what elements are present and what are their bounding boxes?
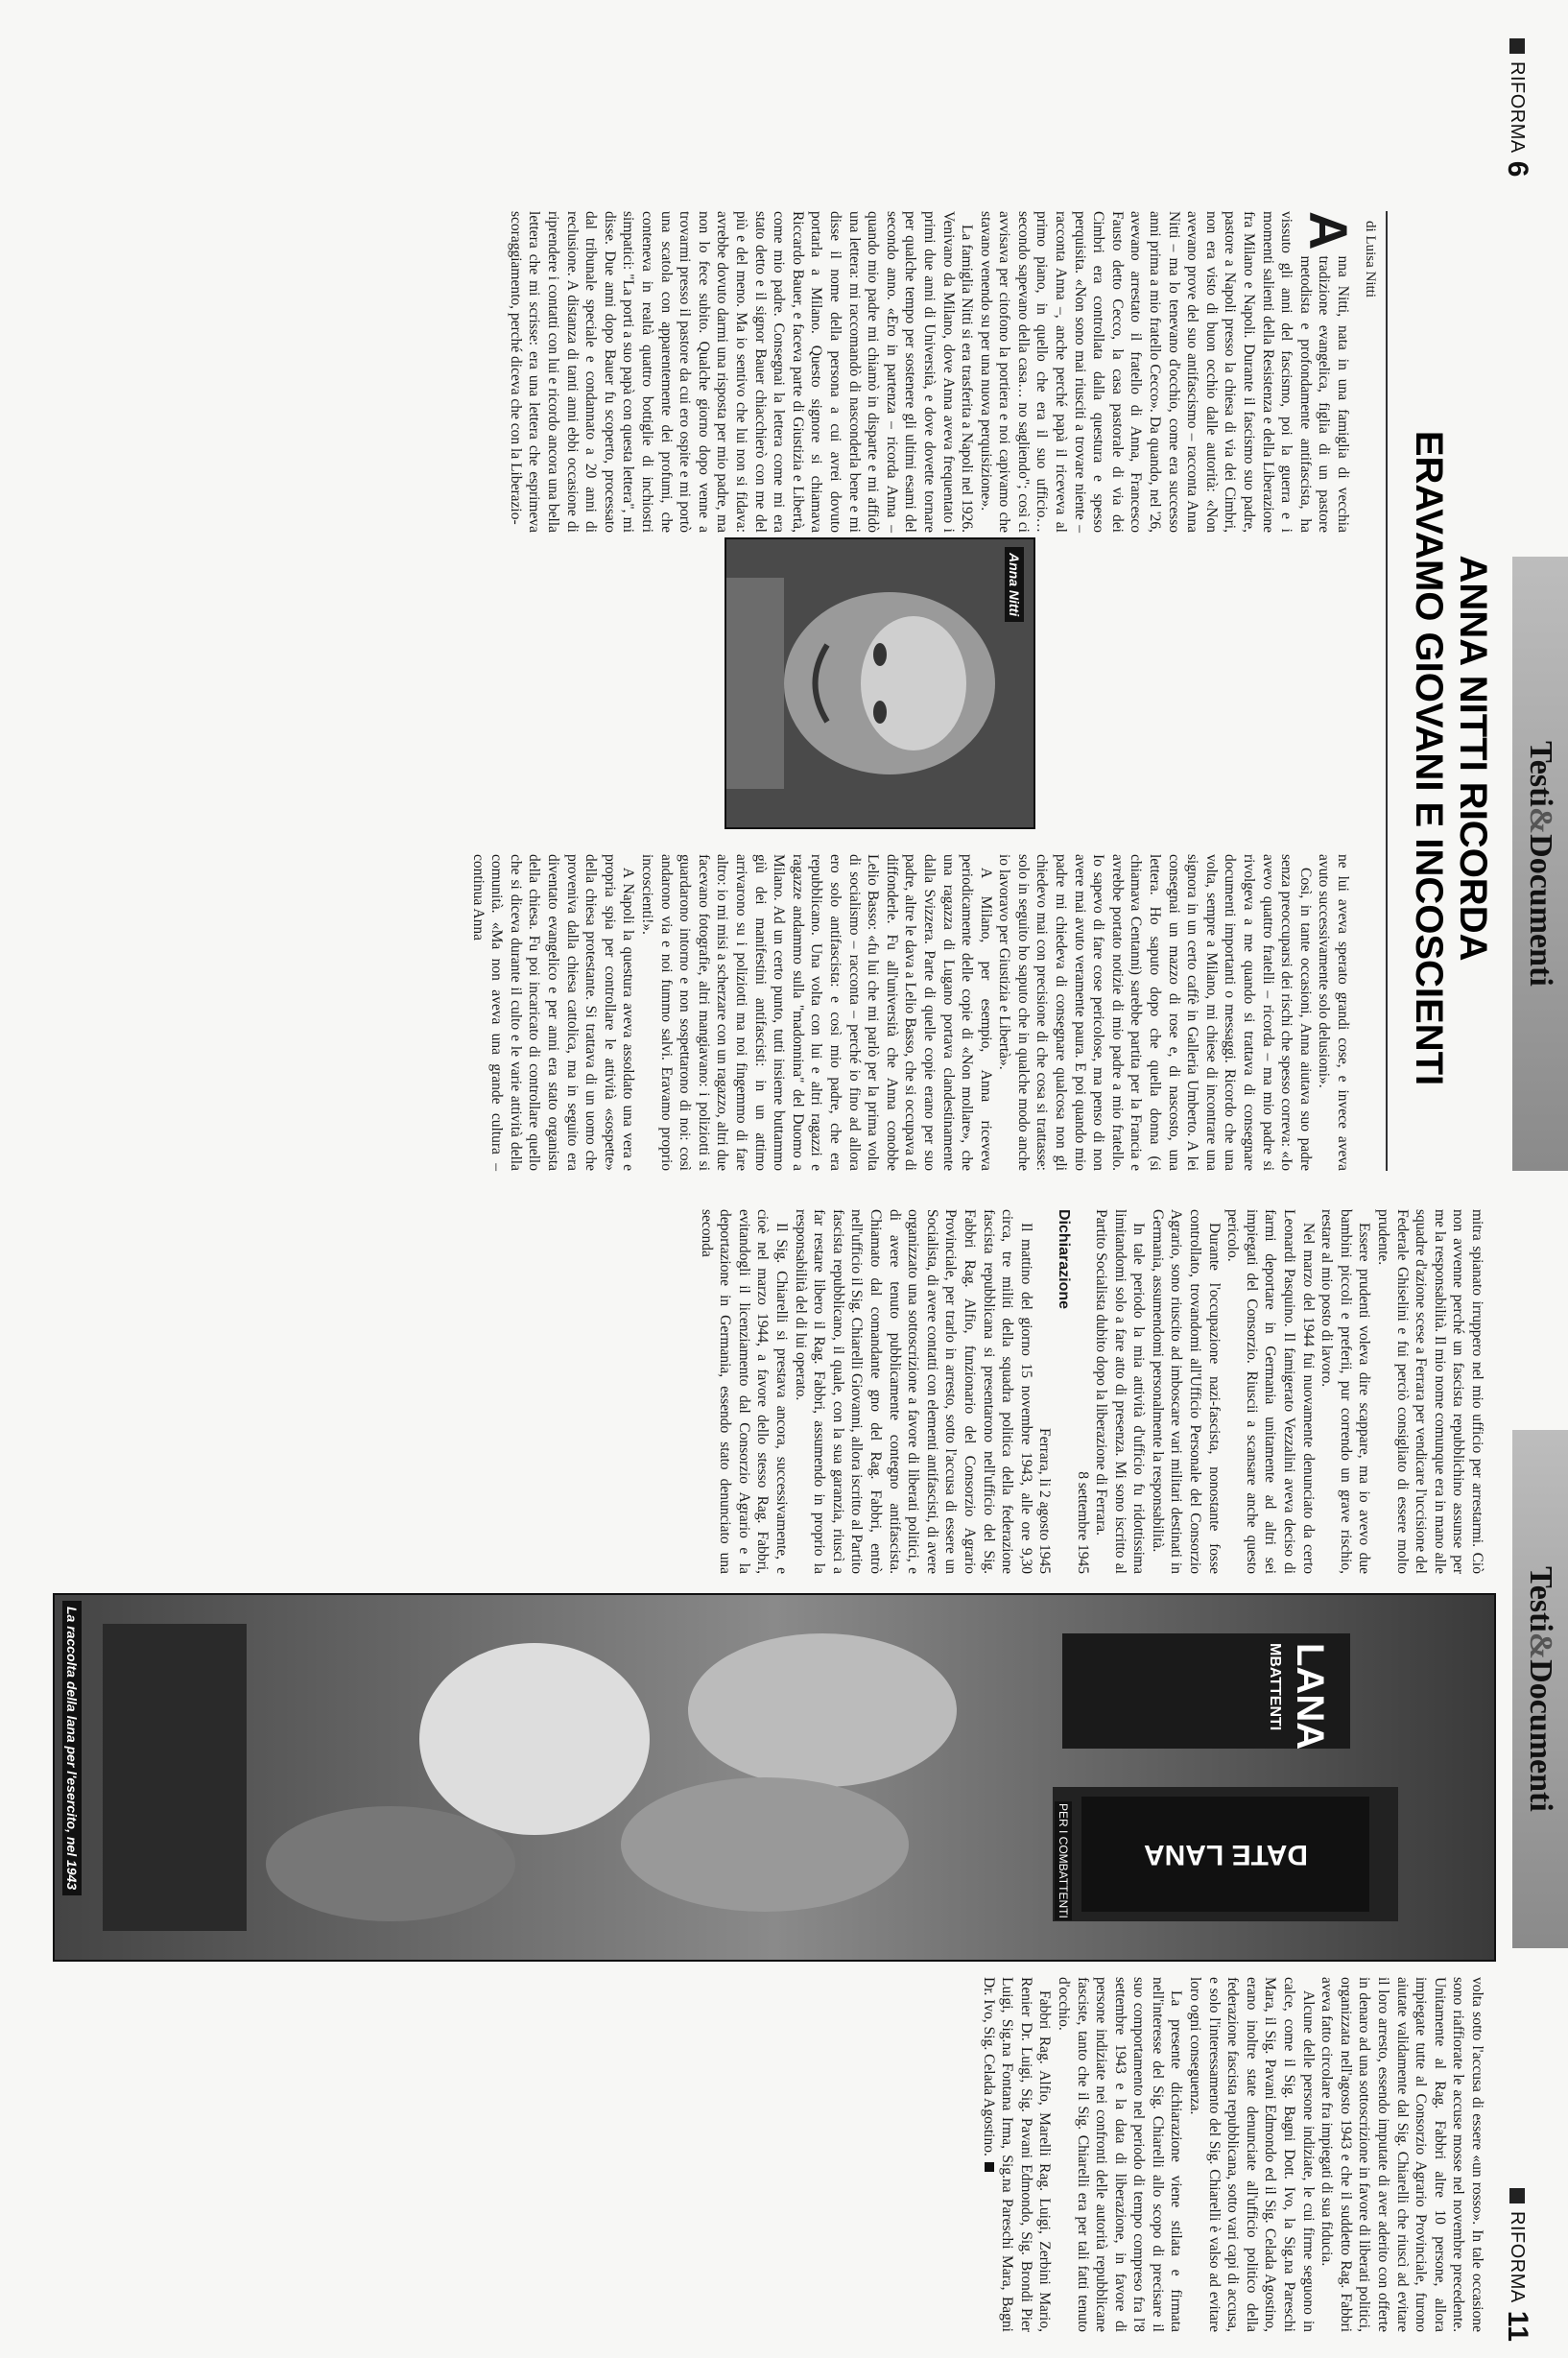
sign-combattenti: MBATTENTI (1267, 1643, 1283, 1731)
article-column-3 (47, 1977, 1486, 2332)
photo-caption-left: Anna Nitti (1005, 547, 1024, 622)
paragraph: Così, in tante occasioni, Anna aiutava suo padre senza preoccuparsi dei rischi che spesso correva: «Io avevo quattro fratelli – ricorda – ma mio padre si rivolgeva a me quando si trattava di consegnare documenti importanti o messaggi. Ricordo che una volta, sempre a Milano, mi chiese di incontrare una signora in un certo caffè in Galleria Umberto. A lei consegnai un mazzo di rose e, di nascosto, una lettera. Ho saputo dopo che quella donna (si chiamava Centanni) sarebbe partita per la Francia e avrebbe portato notizie di mio padre a mio fratello. Io sapevo di fare cose pericolose, ma penso di non avere mai avuto veramente paura. E poi quando mio padre mi chiedeva di consegnare qualcosa non gli chiedevo mai con precisione di che cosa si trattasse: solo in seguito ho saputo che in qualche modo anche io lavoravo per Giustizia e Libertà». (996, 854, 1314, 1171)
folio-left (1501, 38, 1533, 178)
banner-sign (1081, 1797, 1369, 1912)
headline-line1: ANNA NITTI RICORDA (1452, 555, 1494, 962)
page-number: 6 (1502, 160, 1533, 178)
article-column-1 (47, 1209, 1486, 1574)
portrait-image (726, 539, 1033, 827)
paragraph: La presente dichiarazione viene stilata e firmata nell'interesse del Sig. Chiarelli allo scopo di precisare il suo comportamento nel periodo di tempo compreso fra l'8 settembre 1943 e la data di liberazione, in favore di persone indiziate nei confronti delle autorità repubblicane fasciste, tanto che il Sig. Chiarelli era per tali fatti tenuto d'occhio. (1055, 1977, 1185, 2332)
page-number: 11 (1502, 2310, 1533, 2343)
paragraph: Alcune delle persone indiziate, le cui firme seguono in calce, come il Sig. Bagni Dott. Ivo, la Sig.na Pareschi Mara, il Sig. Pavani Edmondo ed il Sig. Celada Agostino, erano inoltre state denunciate all'ufficio politico della federazione fascista repubblicana, sotto vari capi di accusa, e solo l'interessamento del Sig. Chiarelli è valso ad evitare loro ogni conseguenza. (1187, 1977, 1317, 2332)
paragraph: In tale periodo la mia attività d'ufficio fu ridottissima limitandomi solo a fare atto di presenza. Mi sono iscritto al Partito Socialista dubito dopo la liberazione di Ferrara. (1093, 1209, 1148, 1574)
paragraph: Fabbri Rag. Alfio, Marelli Rag. Luigi, Zerbini Mario, Renier Dr. Luigi, Sig. Pavani Edmondo, Sig. Brondi Pier Luigi, Sig.na Fontana Irma, Sig.na Pareschi Mara, Bagni Dr. Ivo, Sig. Celada Agostino. (980, 1977, 1054, 2332)
section-band-left (1512, 557, 1568, 1171)
paragraph: Essere prudenti voleva dire scappare, ma io avevo due bambini piccoli e preferii, pur correndo un grave rischio, restare al mio posto di lavoro. (1319, 1209, 1373, 1574)
section-title: Testi&Documenti (1523, 1566, 1558, 1812)
photo-wool-collection (53, 1593, 1496, 1962)
photo-caption-right: La raccolta della lana per l'esercito, nel 1943 (62, 1601, 82, 1895)
sign-text: DATE LANA (1143, 1839, 1308, 1870)
paragraph: mitra spianato irruppero nel mio ufficio per arrestarmi. Ciò non avvenne perché un fascista repubblichino assunse per me la responsabilità. Il mio nome comunque era in mano alle squadre d'azione scese a Ferrara per vendicare l'uccisione del Federale Ghiselini e fui perciò consigliato di essere molto prudente. (1375, 1209, 1485, 1574)
paragraph: Nel marzo del 1944 fui nuovamente denunciato da certo Leonardi Pasquino. Il famigerato Vezzalini aveva deciso di farmi deportare in Germania unitamente ad altri sei impiegati del Consorzio. Riuscii a scansare anche questo pericolo. (1224, 1209, 1317, 1574)
sign-lana: LANA (1289, 1643, 1331, 1751)
header-rule (1386, 211, 1388, 1171)
end-mark-icon (985, 2162, 994, 2172)
paragraph: Il Sig. Chiarelli si prestava ancora, successivamente, e cioè nel marzo 1944, a favore dello stesso Rag. Fabbri, evitandogli il licenziamento dal Consorzio Agrario e la deportazione in Germania, essendo stato denunciato una seconda (698, 1209, 791, 1574)
drop-cap: A (1298, 211, 1359, 250)
paragraph: A Milano, per esempio, Anna riceveva periodicamente delle copie di «Non mollare», che una ragazza di Lugano portava clandestinamente dalla Svizzera. Parte di quelle copie erano per suo padre, altre le dava a Lelio Basso, che si occupava di diffonderle. Fu all'università che Anna conobbe Lelio Basso: «fu lui che mi parlò per la prima volta di socialismo – racconta – perché io fino ad allora ero solo antifascista: e così mio padre, che era repubblicano. Una volta con lui e altri ragazzi e ragazze andammo sulla "madonnina" del Duomo a Milano. Ad un certo punto, tutti insieme buttammo giù dei manifestini antifascisti: in un attimo arrivarono su i poliziotti ma noi fingemmo di fare altro: io mi misi a scherzare con un ragazzo, altri due facevano fotografie, altri mangiavano: i poliziotti si guardarono intorno e non sospettarono di noi: così andarono via e noi fummo salvi. Eravamo proprio incoscienti!». (639, 854, 994, 1171)
paragraph: A Napoli la questura aveva assoldato una vera e propria spia per controllare le attività «sospette» della chiesa protestante. Si trattava di un uomo che proveniva dalla chiesa cattolica, ma in seguito era diventato evangelico e per anni era stato organista della chiesa. Fu poi incaricato di controllare quello che si diceva durante il culto e le varie attività della comunità. «Ma non aveva una grande cultura – continua Anna (469, 854, 637, 1171)
folio-right (1501, 2188, 1533, 2342)
photo-anna-nitti (725, 537, 1035, 829)
date-line: 8 settembre 1945 (1074, 1471, 1091, 1574)
left-page (0, 19, 1568, 1179)
section-band-right (1512, 1430, 1568, 1948)
folio-square-icon (1509, 2188, 1525, 2203)
right-page (0, 1190, 1568, 2349)
article-column-2 (28, 854, 1352, 1171)
declaration-heading: Dichiarazione (1055, 1209, 1072, 1310)
paragraph: Durante l'occupazione nazi-fascista, nonostante fosse controllato, trovandomi all'Ufficio Personale del Consorzio Agrario, sono riuscito ad imboscare vari militari destinati in Germania, assumendomi personalmente la responsabilità. (1149, 1209, 1223, 1574)
folio-square-icon (1509, 38, 1525, 54)
paragraph: volta sotto l'accusa di essere «un rosso». In tale occasione sono riaffiorate le accuse mosse nel novembre precedente. Unitamente al Rag. Fabbri altre 10 persone, allora impiegate tutte al Consorzio Agrario Provinciale, furono aiutate validamente dal Sig. Chiarelli che riuscì ad evitare il loro arresto, essendo imputate di aver aderito con offerte in denaro ad una sottoscrizione in favore di liberati politici, organizzata nell'agosto 1943 e che il suddetto Rag. Fabbri aveva fatto circolare fra impiegati di sua fiducia. (1319, 1977, 1485, 2332)
byline: di Luisa Nitti (1363, 221, 1378, 298)
section-title: Testi&Documenti (1523, 741, 1558, 987)
paragraph: A nna Nitti, nata in una famiglia di vecchia tradizione evangelica, figlia di un pastore metodista e profondamente antifascista, ha vissuto gli anni del fascismo, poi la guerra e i momenti salienti della Resistenza e della Liberazione fra Milano e Napoli. Durante il fascismo suo padre, pastore a Napoli presso la chiesa di via dei Cimbri, non era visto di buon occhio dalle autorità: «Non avevano prove del suo antifascismo – racconta Anna Nitti – ma lo tenevano d'occhio, come era successo anni prima a mio fratello Cecco». Da quando, nel '26, avevano arrestato il fratello di Anna, Francesco Fausto detto Cecco, la casa pastorale di via dei Cimbri era controllata dalla questura e spesso perquisita. «Non sono mai riusciti a trovare niente – racconta Anna –, anche perché papà il riceveva al primo piano, in quello che era il suo ufficio… secondo sapevano della casa… no sagliendo"; così ci avvisava per citofono la portiera e noi capivamo che stavano venendo su per una nuova perquisizione». (977, 211, 1359, 533)
paragraph: ne lui aveva sperato grandi cose, e invece aveva avuto successivamente solo delusioni». (1316, 854, 1351, 1171)
paragraph: La famiglia Nitti si era trasferita a Napoli nel 1926. Venivano da Milano, dove Anna aveva frequentato i primi due anni di Università, e dove dovette tornare per qualche tempo per sostenere gli ultimi esami del secondo anno. «Ero in partenza – ricorda Anna – quando mio padre mi chiamò in disparte e mi affidò una lettera: mi raccomandò di nasconderla bene e mi disse il nome della persona a cui avrei dovuto portarla a Milano. Questo signore si chiamava Riccardo Bauer, e faceva parte di Giustizia e Libertà, come mio padre. Consegnai la lettera come mi era stato detto e il signor Bauer chiacchierò con me del più e del meno. Ma io sentivo che lui non si fidava: avrebbe dovuto darmi una risposta per mio padre, ma non lo fece subito. Qualche giorno dopo venne a trovarmi presso il pastore da cui ero ospite e mi portò una scatola con apparentemente dei profumi, che conteneva in realtà quattro bottiglie di inchiostri simpatici: "La porti a suo papà con questa lettera", mi disse. Due anni dopo Bauer fu scoperto, processato dal tribunale speciale e condannato a 20 anni di reclusione. A distanza di tanti anni ebbi occasione di riprendere i contatti con lui e ricordo ancora una bella lettera che mi scrisse: era una lettera che esprimeva scoraggiamento, perché diceva che con la Liberazio- (507, 211, 976, 533)
declaration-place-date: Ferrara, li 2 agosto 1945 (1036, 1428, 1054, 1574)
article-column-1 (28, 211, 1359, 533)
folio-label: RIFORMA (1507, 61, 1529, 154)
folio-label: RIFORMA (1507, 2211, 1529, 2303)
headline-line2: ERAVAMO GIOVANI E INCOSCIENTI (1408, 430, 1450, 1086)
paragraph: Il mattino del giorno 15 novembre 1943, alle ore 9,30 circa, tre militi della squadra politica della federazione fascista repubblicana si presentarono nell'ufficio del Sig. Fabbri Rag. Alfio, funzionario del Consorzio Agrario Provinciale, per trarlo in arresto, sotto l'accusa di essere un Socialista, di avere contatti con elementi antifascisti, di avere organizzato una sottoscrizione a favore di liberati politici, e di avere tenuto pubblicamente contegno antifascista. Chiamato dal comandante gno del Rag. Fabbri, entrò nell'ufficio il Sig. Chiarelli Giovanni, allora iscritto al Partito fascista repubblicano, il quale, con la sua garanzia, riuscì a far restare libero il Rag. Fabbri, assumendo in proprio la responsabilità del di lui operato. (792, 1209, 1034, 1574)
sign-subtext: PER I COMBATTENTI (1057, 1803, 1070, 1918)
